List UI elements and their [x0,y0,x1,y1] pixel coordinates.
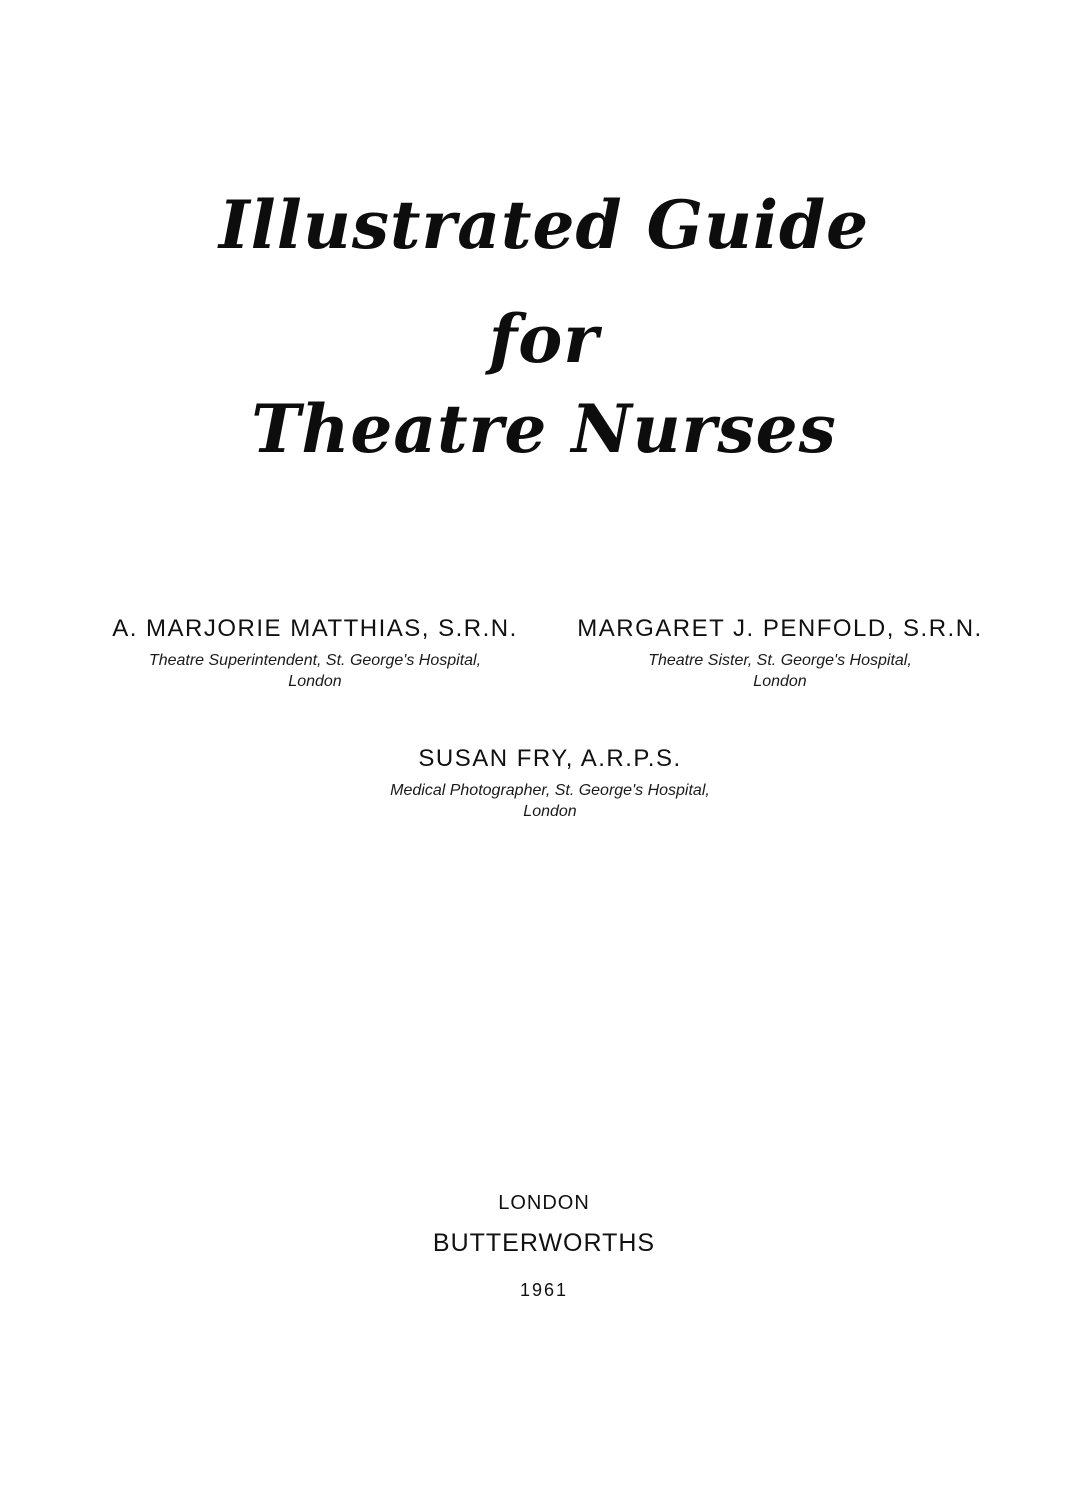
book-title-line-1: Illustrated Guide [218,186,870,264]
author-role-line-1: Medical Photographer, St. George's Hospital, [390,782,710,799]
publisher-city: LONDON [498,1192,590,1214]
author-role-line-2: London [753,673,807,690]
author-role [330,780,770,822]
author-block-penfold [560,614,1000,692]
author-role [100,650,530,692]
book-title-line-2: for [488,300,600,378]
author-role-line-2: London [288,673,342,690]
author-name: A. MARJORIE MATTHIAS, S.R.N. [112,615,518,642]
author-name: SUSAN FRY, A.R.P.S. [418,745,682,772]
author-name: MARGARET J. PENFOLD, S.R.N. [577,615,983,642]
book-title-line-3: Theatre Nurses [251,390,837,468]
author-role-line-1: Theatre Superintendent, St. George's Hospital, [148,652,482,669]
author-block-matthias [100,614,530,692]
author-role-line-2: London [523,803,577,820]
author-block-fry [330,744,770,822]
publication-year: 1961 [519,1280,569,1300]
publisher-name: BUTTERWORTHS [432,1229,656,1257]
author-role [560,650,1000,692]
author-role-line-1: Theatre Sister, St. George's Hospital, [648,652,912,669]
